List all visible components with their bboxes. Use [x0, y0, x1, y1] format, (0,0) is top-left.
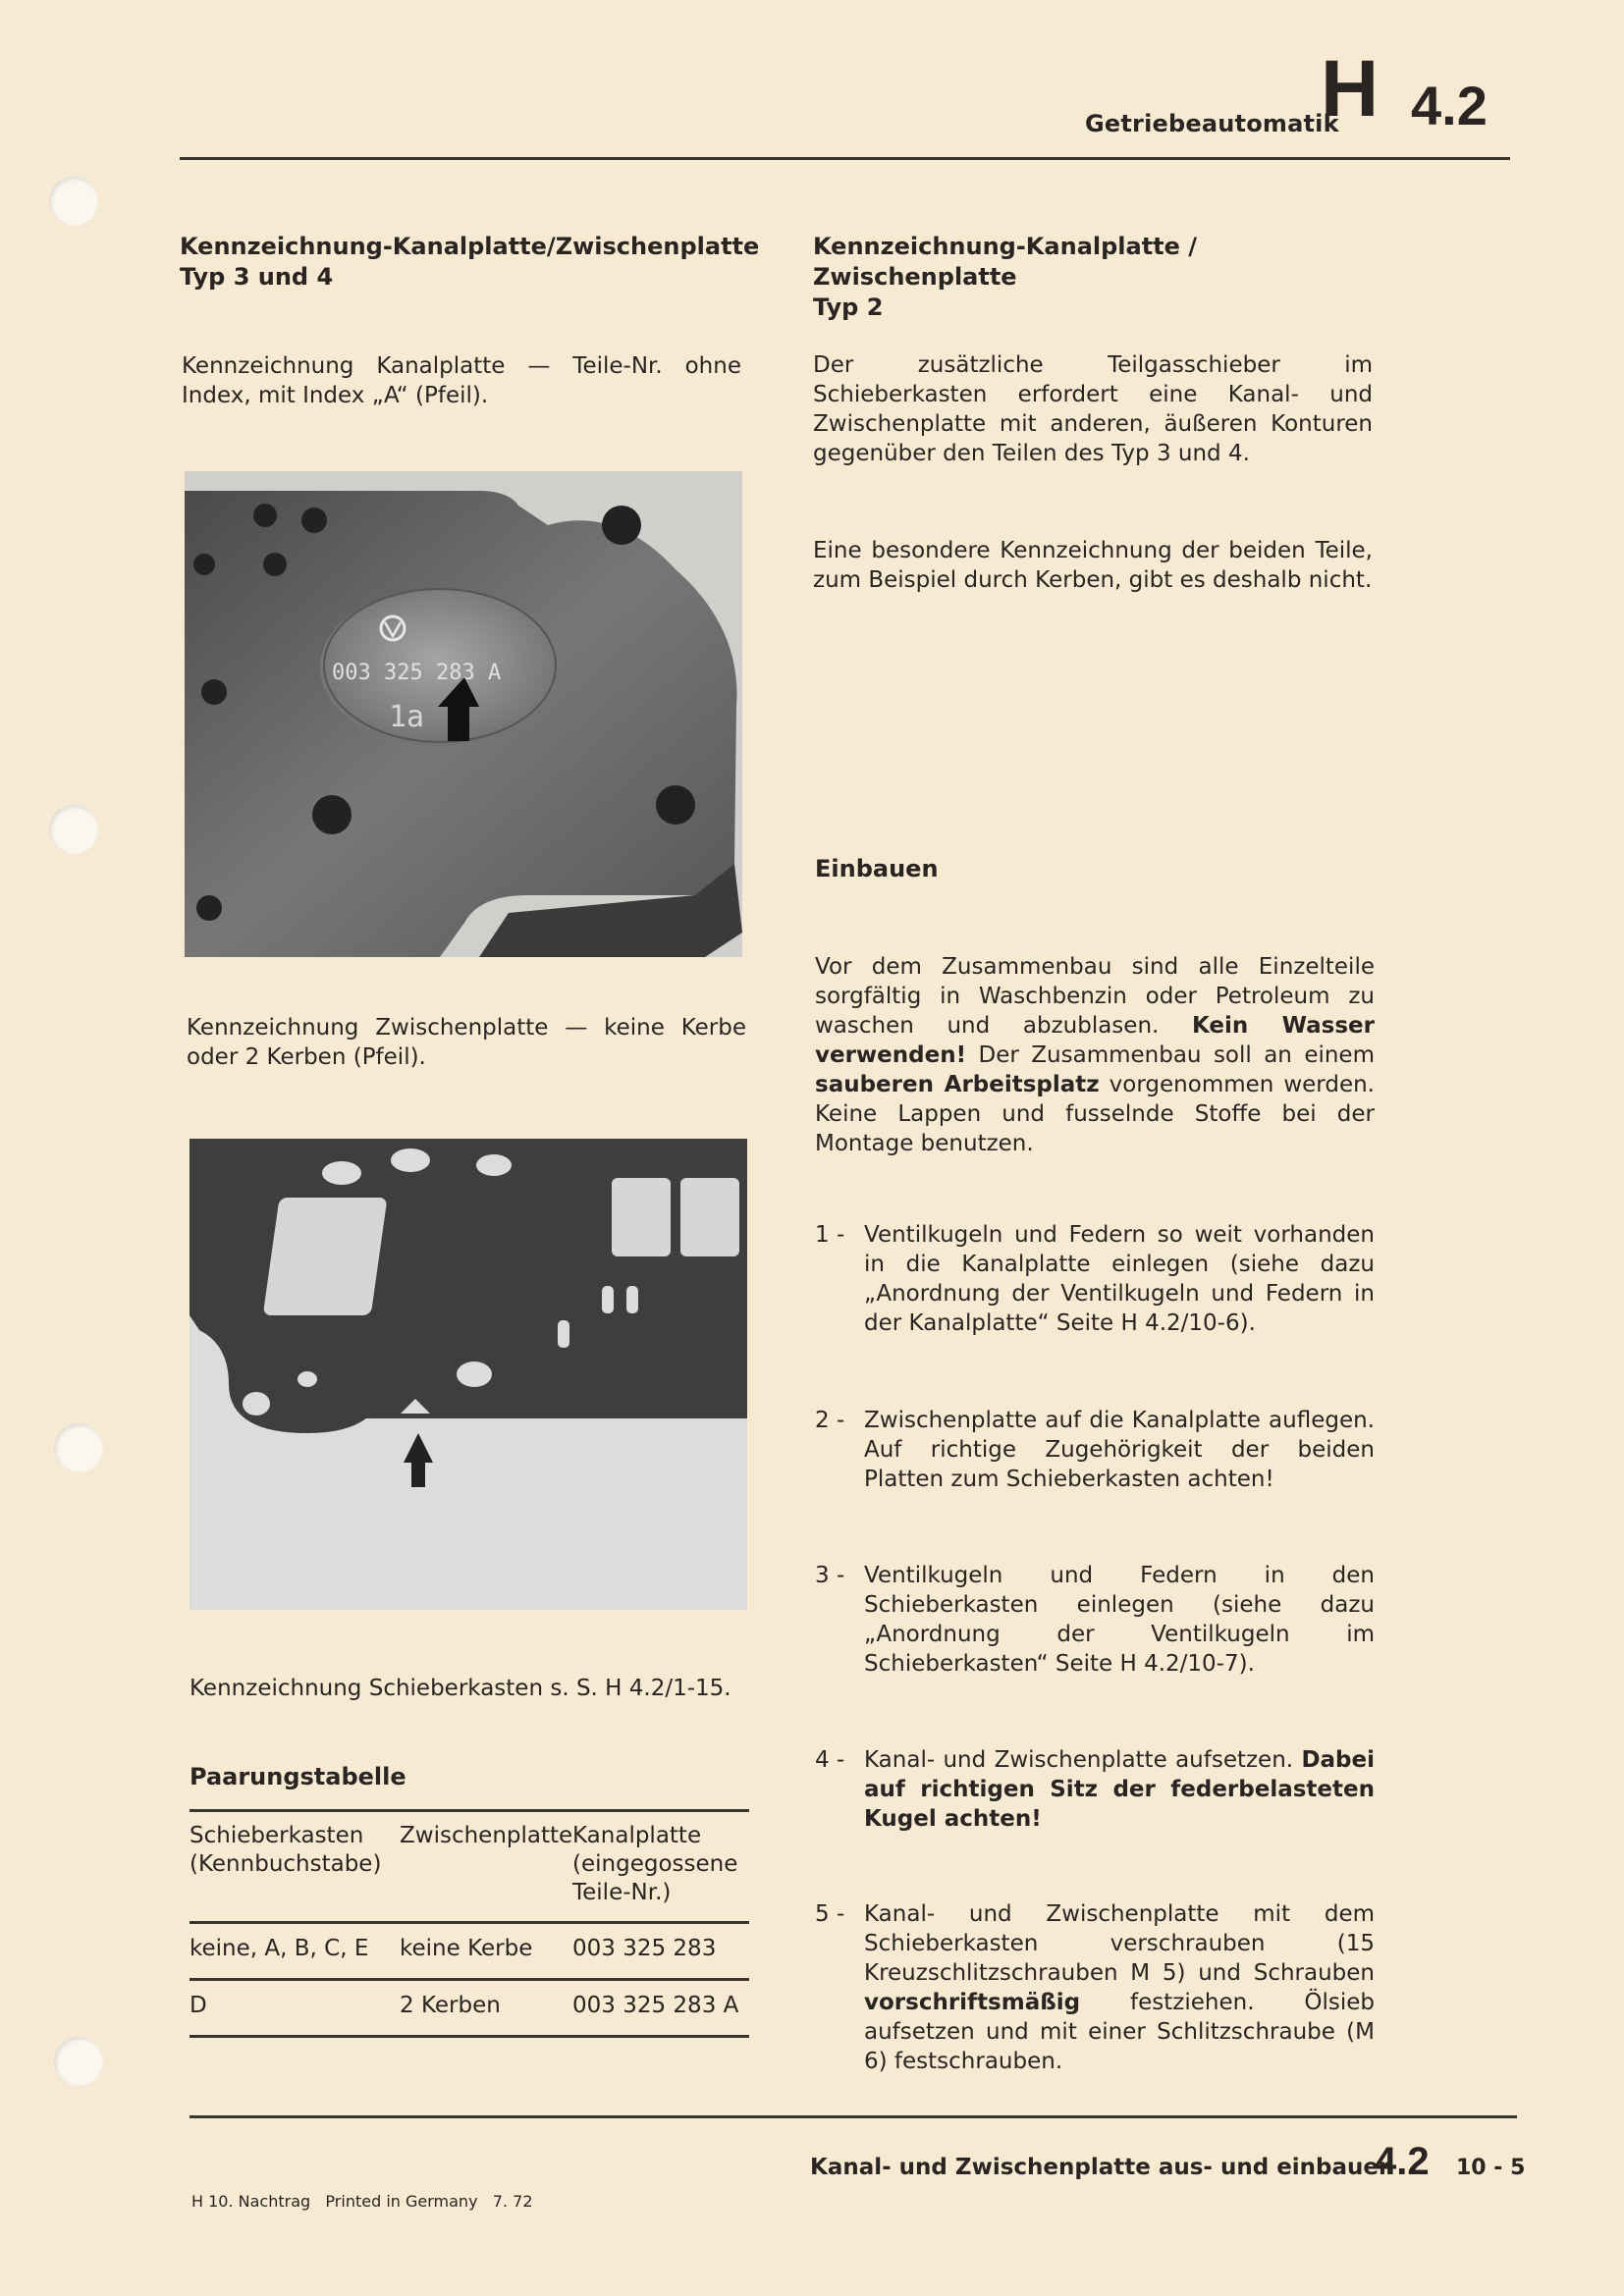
table-rule-row1 — [189, 1978, 749, 1981]
right-paragraph-2: Eine besondere Kennzeichnung der beiden Teile, zum Beispiel durch Kerben, gibt es deshalb nicht. — [813, 538, 1373, 593]
step-2 — [815, 1406, 1375, 1499]
left-section-title — [180, 232, 769, 293]
footer-section: 4.2 — [1375, 2140, 1430, 2183]
step-3-text: Ventilkugeln und Federn in den Schieberkasten einlegen (siehe dazu „Anordnung der Ventilkugeln im Schieberkasten“ Seite H 4.2/10-7). — [864, 1563, 1375, 1677]
step-5 — [815, 1899, 1375, 2074]
table-row2-col2: 2 Kerben — [400, 1993, 501, 2018]
table-rule-header — [189, 1921, 749, 1924]
punch-hole — [54, 1423, 103, 1472]
punch-hole — [49, 805, 98, 854]
step-4-number: 4 - — [815, 1747, 845, 1773]
caption-kanalplatte: Kennzeichnung Kanalplatte — Teile-Nr. ohne Index, mit Index „A“ (Pfeil). — [182, 353, 741, 408]
photo-kanalplatte — [185, 471, 742, 957]
table-row1-col3: 003 325 283 — [572, 1936, 717, 1961]
footer-title: Kanal- und Zwischenplatte aus- und einbauen — [810, 2155, 1395, 2180]
header-big-number: 4.2 — [1411, 75, 1488, 136]
caption-schieberkasten: Kennzeichnung Schieberkasten s. S. H 4.2/1-15. — [189, 1676, 731, 1701]
photo-zwischenplatte — [189, 1139, 747, 1610]
photo1-stamp-part: 003 325 283 A — [332, 661, 502, 685]
table-rule-top — [189, 1809, 749, 1812]
step-5-text: Kanal- und Zwischenplatte mit dem Schieberkasten verschrauben (15 Kreuzschlitzschrauben M 5) und Schrauben vorschriftsmäßig festziehen. Ölsieb aufsetzen und mit einer Schlitzschraube (M 6) festschrauben. — [864, 1901, 1375, 2074]
step-1 — [815, 1220, 1375, 1343]
table-header-col3: Kanalplatte (eingegossene Teile-Nr.) — [572, 1823, 738, 1905]
photo-zwischenplatte-drawing — [189, 1139, 747, 1610]
table-row2-col3: 003 325 283 A — [572, 1993, 739, 2018]
header-section-label: Getriebeautomatik — [1085, 110, 1339, 137]
einbauen-paragraph: Vor dem Zusammenbau sind alle Einzelteile sorgfältig in Waschbenzin oder Petroleum zu waschen und abzublasen. Kein Wasser verwenden! Der Zusammenbau soll an einem sauberen Arbeitsplatz vorgenommen werden. Keine Lappen und fusselnde Stoffe bei der Montage benutzen. — [815, 954, 1375, 1156]
punch-hole — [49, 177, 98, 226]
step-4 — [815, 1745, 1375, 1839]
header-rule — [180, 157, 1510, 160]
left-title-line1: Kennzeichnung-Kanalplatte/Zwischenplatte — [180, 233, 760, 260]
punch-hole — [54, 2037, 103, 2086]
einbauen-title: Einbauen — [815, 855, 939, 882]
right-title-line1: Kennzeichnung-Kanalplatte / Zwischenplatte — [813, 233, 1198, 291]
step-3-number: 3 - — [815, 1563, 845, 1588]
right-paragraph-1: Der zusätzliche Teilgasschieber im Schieberkasten erfordert eine Kanal- und Zwischenplatte mit anderen, äußeren Konturen gegenüber den Teilen des Typ 3 und 4. — [813, 352, 1373, 466]
photo1-stamp-index: 1a — [389, 700, 425, 734]
table-row2-col1: D — [189, 1993, 207, 2018]
step-5-number: 5 - — [815, 1901, 845, 1927]
step-4-text: Kanal- und Zwischenplatte aufsetzen. Dabei auf richtigen Sitz der federbelasteten Kugel achten! — [864, 1747, 1375, 1832]
step-1-text: Ventilkugeln und Federn so weit vorhanden in die Kanalplatte einlegen (siehe dazu „Anordnung der Ventilkugeln und Federn in der Kanalplatte“ Seite H 4.2/10-6). — [864, 1222, 1375, 1336]
right-title-line2: Typ 2 — [813, 294, 884, 321]
step-2-text: Zwischenplatte auf die Kanalplatte auflegen. Auf richtige Zugehörigkeit der beiden Platten zum Schieberkasten achten! — [864, 1408, 1375, 1492]
header-big-letter: H — [1321, 44, 1380, 133]
footer-page: 10 - 5 — [1456, 2156, 1526, 2180]
left-title-line2: Typ 3 und 4 — [180, 263, 334, 291]
photo-kanalplatte-drawing — [185, 471, 742, 957]
step-1-number: 1 - — [815, 1222, 845, 1248]
table-title: Paarungstabelle — [189, 1763, 406, 1790]
table-header-col1: Schieberkasten (Kennbuchstabe) — [189, 1823, 382, 1877]
footer-left-note: H 10. Nachtrag Printed in Germany 7. 72 — [191, 2192, 533, 2211]
footer-rule — [189, 2115, 1517, 2118]
table-header-col2: Zwischenplatte — [400, 1823, 573, 1848]
table-rule-bottom — [189, 2035, 749, 2038]
table-row1-col1: keine, A, B, C, E — [189, 1936, 369, 1961]
caption-zwischenplatte: Kennzeichnung Zwischenplatte — keine Kerbe oder 2 Kerben (Pfeil). — [187, 1015, 746, 1070]
table-row1-col2: keine Kerbe — [400, 1936, 533, 1961]
step-2-number: 2 - — [815, 1408, 845, 1433]
right-section-title — [813, 232, 1402, 323]
step-3 — [815, 1561, 1375, 1683]
